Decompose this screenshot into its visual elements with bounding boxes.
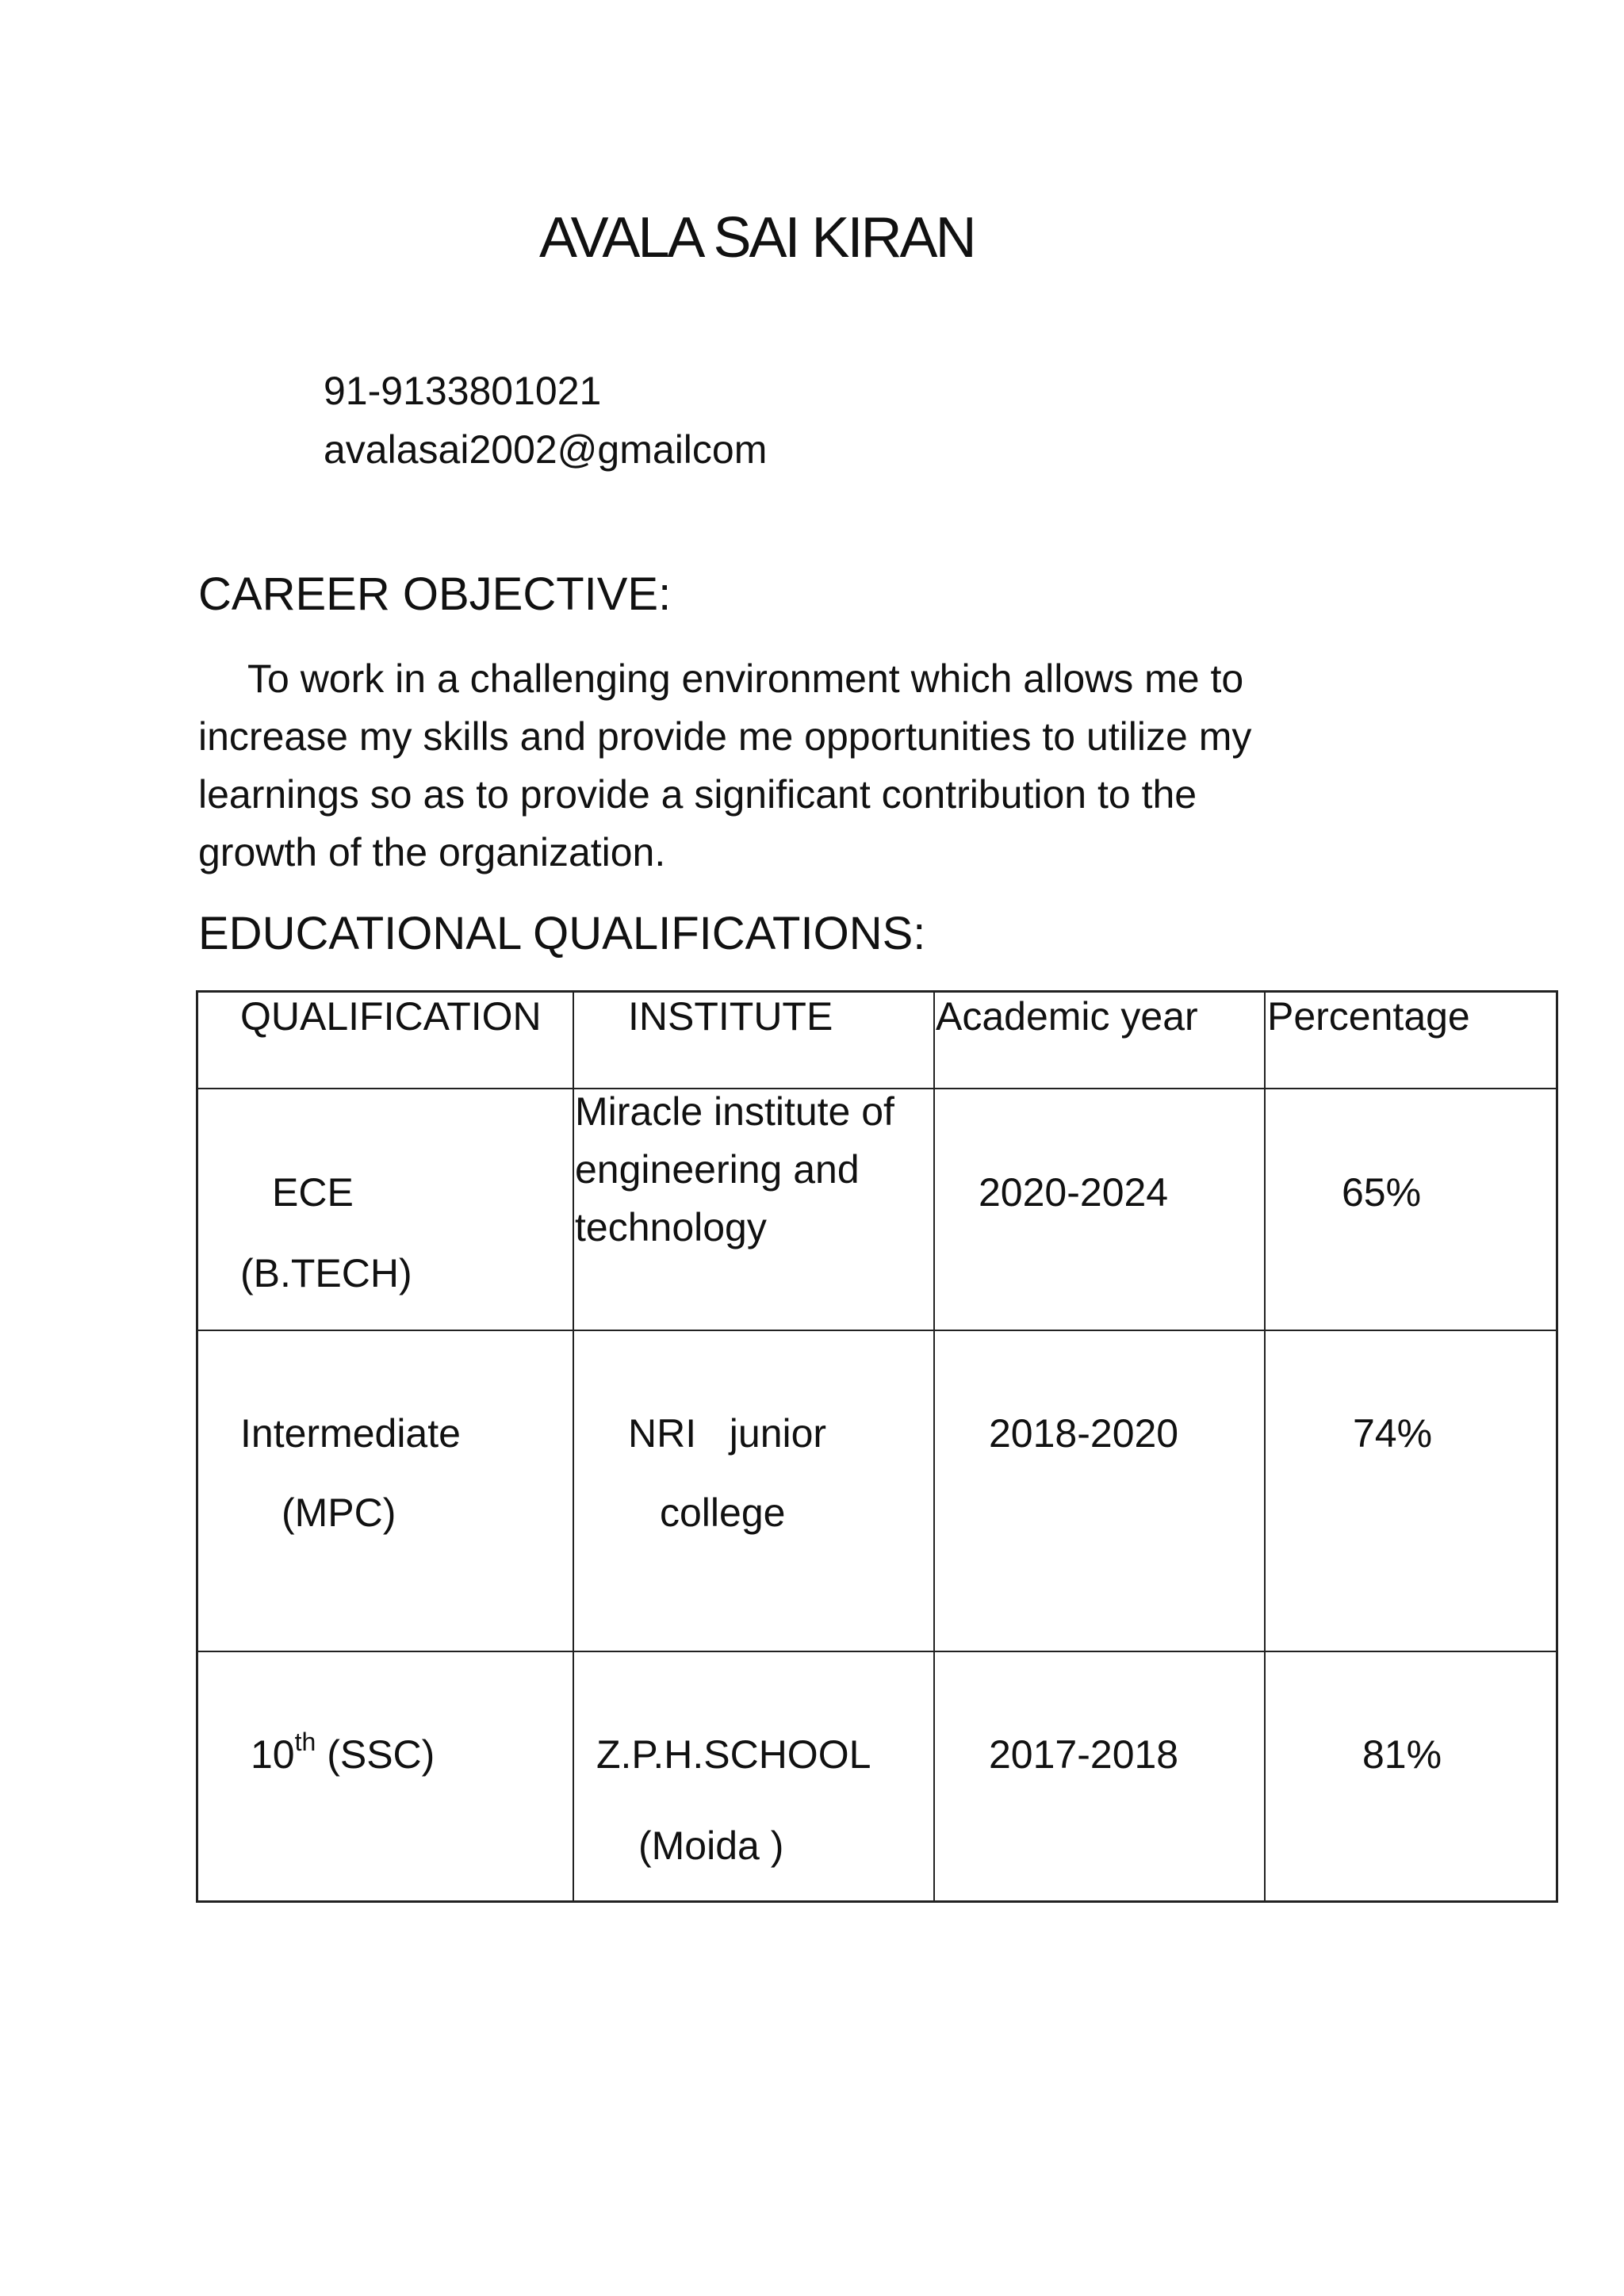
percentage-cell: 65% [1342,1170,1422,1215]
objective-line: growth of the organization. [198,830,666,874]
objective-line: learnings so as to provide a significant contribution to the [198,772,1197,817]
qualification-cell: ECE [272,1170,354,1215]
institute-cell: NRI junior [628,1411,827,1456]
objective-line: To work in a challenging environment which allows me to [247,656,1244,701]
table-border [1264,990,1266,1903]
institute-cell: college [660,1490,786,1535]
academic-year-cell: 2018-2020 [989,1411,1179,1456]
table-border [196,1651,1558,1652]
qualification-cell: Intermediate [240,1411,461,1456]
educational-qualifications-heading: EDUCATIONAL QUALIFICATIONS: [198,908,926,959]
institute-cell: Z.P.H.SCHOOL [596,1732,871,1777]
percentage-cell: 74% [1353,1411,1433,1456]
table-border [196,990,198,1903]
academic-year-cell: 2017-2018 [989,1732,1179,1777]
table-border [1556,990,1558,1903]
institute-cell: engineering and [575,1147,860,1192]
percentage-cell: 81% [1362,1732,1442,1777]
qualification-suffix: (SSC) [316,1732,435,1777]
qualification-cell [251,1726,435,1784]
qualification-cell: (B.TECH) [240,1251,412,1295]
academic-year-cell: 2020-2024 [979,1170,1169,1215]
column-header-percentage: Percentage [1267,994,1470,1039]
qualification-cell: (MPC) [282,1490,396,1535]
table-border [933,990,935,1903]
column-header-institute: INSTITUTE [628,994,833,1039]
column-header-academic-year: Academic year [936,994,1198,1039]
career-objective-heading: CAREER OBJECTIVE: [198,568,672,620]
institute-cell: technology [575,1205,767,1249]
qualification-superscript: th [294,1728,316,1756]
phone-number: 91-9133801021 [324,369,602,413]
institute-cell: (Moida ) [638,1823,784,1868]
table-border [573,990,574,1903]
institute-cell: Miracle institute of [575,1089,894,1134]
email-address: avalasai2002@gmailcom [324,427,768,472]
objective-line: increase my skills and provide me opportunities to utilize my [198,714,1252,759]
qualification-number: 10 [251,1732,295,1777]
column-header-qualification: QUALIFICATION [240,994,542,1039]
candidate-name: AVALA SAI KIRAN [539,206,975,270]
table-border [196,1330,1558,1331]
table-border [196,1900,1558,1903]
career-objective-text [198,650,1435,882]
